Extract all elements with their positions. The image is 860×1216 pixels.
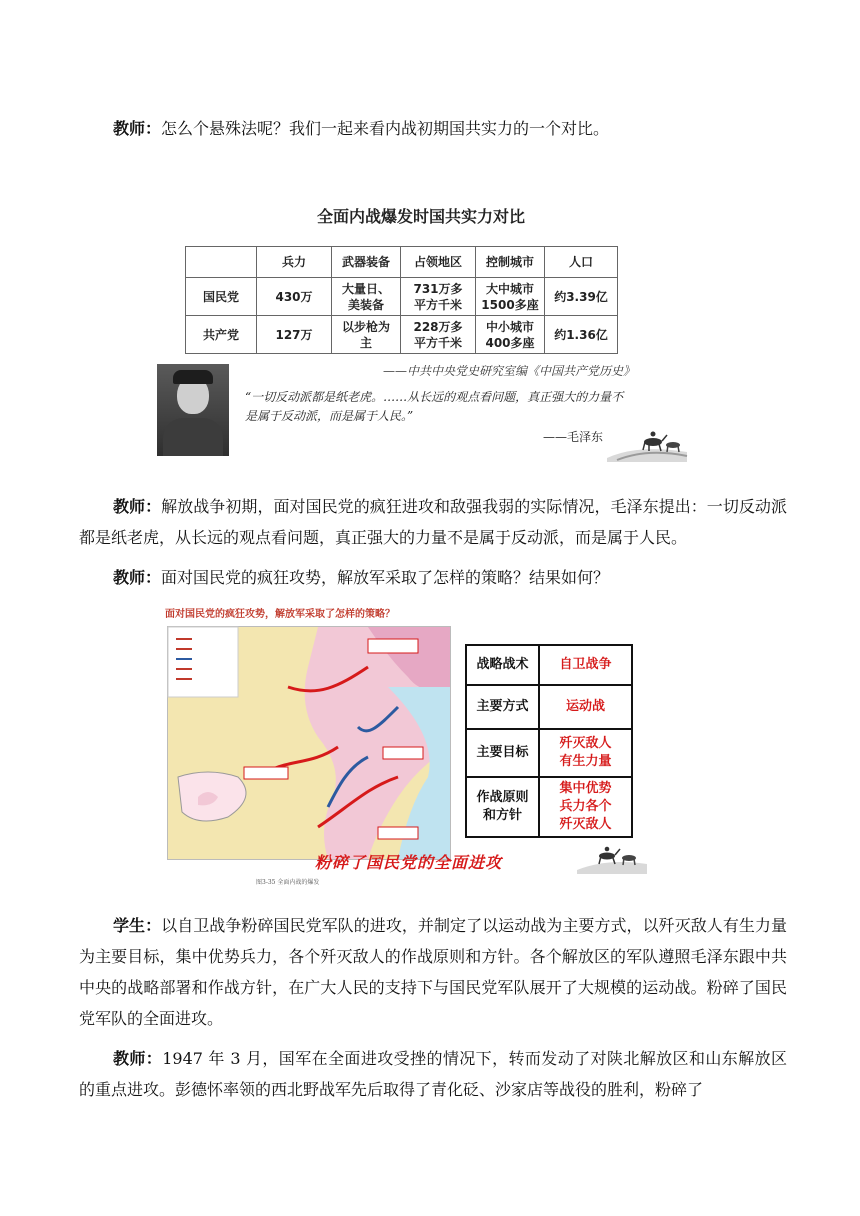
quote-text: “一切反动派都是纸老虎。……从长远的观点看问题，真正强大的力量不是属于反动派，而是属于人民。”: [245, 390, 624, 423]
paragraph-text: 面对国民党的疯狂攻势，解放军采取了怎样的策略？结果如何？: [161, 568, 610, 587]
paragraph-4: [79, 910, 787, 1034]
strategy-key: 主要目标: [466, 729, 539, 777]
table-cell: 大中城市 1500多座: [476, 278, 545, 316]
table-cell: 大量日、 美装备: [332, 278, 401, 316]
table-cell: 430万: [257, 278, 332, 316]
header-cell: [186, 247, 257, 278]
table-row: [466, 645, 632, 685]
paragraph-text: 以自卫战争粉碎国民党军队的进攻，并制定了以运动战为主要方式，以歼灭敌人有生力量为主要目标，集中优势兵力，各个歼灭敌人的作战原则和方针。各个解放区的军队遵照毛泽东跟中共中央的战略部署和作战方针，在广大人民的支持下与国民党军队展开了大规模的运动战。粉碎了国民党军队的全面进攻。: [79, 916, 787, 1028]
speaker: 教师：: [113, 497, 162, 516]
map-caption: 图3-35 全面内战的爆发: [256, 879, 320, 886]
ink-horse-decoration: [577, 834, 647, 874]
result-banner: 粉碎了国民党的全面进攻: [315, 853, 503, 872]
ink-horse-decoration: [607, 418, 687, 462]
table-row: [186, 316, 618, 354]
table-cell: 共产党: [186, 316, 257, 354]
table-cell: 以步枪为 主: [332, 316, 401, 354]
table-cell: 228万多 平方千米: [401, 316, 476, 354]
table-cell: 127万: [257, 316, 332, 354]
table-cell: 731万多 平方千米: [401, 278, 476, 316]
strength-comparison-figure: [155, 196, 687, 464]
figure-title: 全面内战爆发时国共实力对比: [316, 207, 525, 226]
paragraph-text: 1947 年 3 月，国军在全面进攻受挫的情况下，转而发动了对陕北解放区和山东解放区的重点进攻。彭德怀率领的西北野战军先后取得了青化砭、沙家店等战役的胜利，粉碎了: [79, 1049, 787, 1099]
strategy-key: 主要方式: [466, 685, 539, 729]
strategy-value: 运动战: [539, 685, 632, 729]
portrait-hat: [173, 370, 213, 384]
paragraph-text: 怎么个悬殊法呢？我们一起来看内战初期国共实力的一个对比。: [161, 119, 610, 138]
map-illustration: [168, 627, 450, 859]
table-row: [186, 278, 618, 316]
strategy-key: 战略战术: [466, 645, 539, 685]
quote-author: ——毛泽东: [543, 430, 604, 444]
portrait-coat: [163, 418, 223, 456]
strategy-key: 作战原则 和方针: [466, 777, 539, 837]
comparison-table: [185, 246, 618, 354]
strategy-value: 自卫战争: [539, 645, 632, 685]
table-cell: 国民党: [186, 278, 257, 316]
strategy-value: 集中优势 兵力各个 歼灭敌人: [539, 777, 632, 837]
paragraph-5: [79, 1043, 787, 1105]
header-cell: 兵力: [257, 247, 332, 278]
strategy-figure: [165, 600, 647, 886]
paragraph-text: 解放战争初期，面对国民党的疯狂进攻和敌强我弱的实际情况，毛泽东提出：一切反动派都是纸老虎，从长远的观点看问题，真正强大的力量不是属于反动派，而是属于人民。: [79, 497, 787, 547]
table-cell: 约1.36亿: [545, 316, 618, 354]
table-cell: 约3.39亿: [545, 278, 618, 316]
figure-heading: 面对国民党的疯狂攻势，解放军采取了怎样的策略？: [165, 609, 395, 620]
strategy-table: [465, 644, 633, 838]
header-cell: 武器装备: [332, 247, 401, 278]
table-header-row: [186, 247, 618, 278]
speaker: 教师：: [113, 1049, 163, 1068]
header-cell: 占领地区: [401, 247, 476, 278]
speaker: 教师：: [113, 119, 162, 138]
table-row: [466, 729, 632, 777]
table-source: ——中共中央党史研究室编《中国共产党历史》: [382, 364, 635, 378]
table-row: [466, 685, 632, 729]
speaker: 教师：: [113, 568, 162, 587]
table-row: [466, 777, 632, 837]
paragraph-2: [79, 491, 787, 553]
paragraph-1: [79, 113, 787, 144]
header-cell: 控制城市: [476, 247, 545, 278]
header-cell: 人口: [545, 247, 618, 278]
strategy-value: 歼灭敌人 有生力量: [539, 729, 632, 777]
portrait-photo: [157, 364, 229, 456]
paragraph-3: [79, 562, 787, 593]
table-cell: 中小城市 400多座: [476, 316, 545, 354]
speaker: 学生：: [113, 916, 162, 935]
